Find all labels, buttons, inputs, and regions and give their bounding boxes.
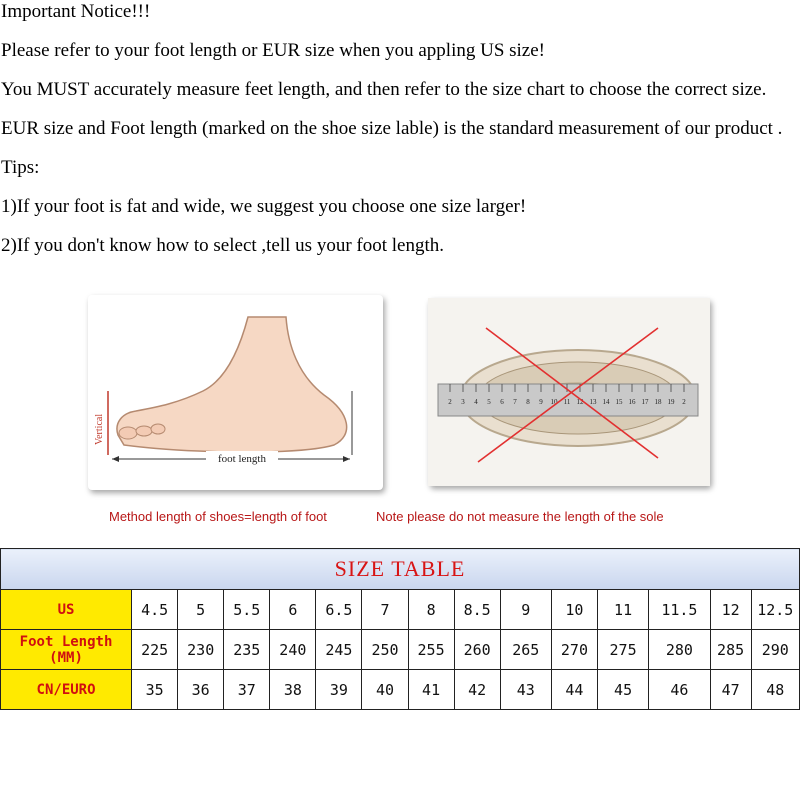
ruler-tick-label: 6 xyxy=(500,398,504,406)
ruler-tick-label: 3 xyxy=(461,398,465,406)
size-cell: 260 xyxy=(454,630,500,670)
row-label xyxy=(1,670,132,710)
size-cell: 240 xyxy=(270,630,316,670)
size-table-grid xyxy=(0,548,800,710)
caption-note: Note please do not measure the length of the sole xyxy=(376,509,664,524)
table-row-us xyxy=(1,590,800,630)
size-cell: 290 xyxy=(751,630,799,670)
size-cell: 47 xyxy=(710,670,751,710)
row-label-unit: (MM) xyxy=(49,649,83,666)
notice-line-3: EUR size and Foot length (marked on the shoe size lable) is the standard measurement of our product . xyxy=(1,118,783,139)
ruler-tick-label: 14 xyxy=(602,398,610,406)
ruler-tick-label: 19 xyxy=(667,398,675,406)
row-label-text: CN/EURO xyxy=(36,681,96,698)
size-cell: 285 xyxy=(710,630,751,670)
size-cell: 11 xyxy=(597,590,648,630)
size-cell: 250 xyxy=(362,630,408,670)
size-cell: 35 xyxy=(132,670,178,710)
size-cell: 270 xyxy=(551,630,597,670)
size-cell: 41 xyxy=(408,670,454,710)
ruler-tick-label: 16 xyxy=(628,398,636,406)
ruler-tick-label: 10 xyxy=(550,398,558,406)
size-cell: 10 xyxy=(551,590,597,630)
size-cell: 5 xyxy=(178,590,224,630)
size-cell: 8 xyxy=(408,590,454,630)
size-cell: 48 xyxy=(751,670,799,710)
size-cell: 38 xyxy=(270,670,316,710)
size-cell: 43 xyxy=(500,670,551,710)
size-cell: 230 xyxy=(178,630,224,670)
size-cell: 9 xyxy=(500,590,551,630)
size-cell: 245 xyxy=(316,630,362,670)
size-cell: 36 xyxy=(178,670,224,710)
notice-line-1: Please refer to your foot length or EUR size when you appling US size! xyxy=(1,40,546,61)
size-cell: 39 xyxy=(316,670,362,710)
size-cell: 5.5 xyxy=(224,590,270,630)
vertical-label: Vertical xyxy=(94,413,105,445)
ruler-tick-label: 11 xyxy=(563,398,571,406)
size-table-title: SIZE TABLE xyxy=(1,549,800,590)
size-cell: 235 xyxy=(224,630,270,670)
ruler-tick-label: 2 xyxy=(448,398,452,406)
foot-length-label: foot length xyxy=(218,453,266,465)
row-label-text: Foot Length xyxy=(19,633,113,650)
row-label xyxy=(1,590,132,630)
size-cell: 4.5 xyxy=(132,590,178,630)
tips-heading: Tips: xyxy=(1,157,40,178)
ruler-tick-label: 17 xyxy=(641,398,649,406)
size-cell: 7 xyxy=(362,590,408,630)
ruler-tick-label: 2 xyxy=(682,398,686,406)
size-cell: 12.5 xyxy=(751,590,799,630)
tip-1: 1)If your foot is fat and wide, we suggest you choose one size larger! xyxy=(1,196,527,217)
size-cell: 40 xyxy=(362,670,408,710)
foot-measure-illustration xyxy=(88,295,383,490)
ruler-tick-label: 18 xyxy=(654,398,662,406)
size-cell: 6.5 xyxy=(316,590,362,630)
row-label-text: US xyxy=(57,601,75,618)
size-cell: 255 xyxy=(408,630,454,670)
size-table xyxy=(0,548,800,708)
notice-heading: Important Notice!!! xyxy=(1,1,151,22)
size-cell: 275 xyxy=(597,630,648,670)
size-cell: 265 xyxy=(500,630,551,670)
notice-line-2: You MUST accurately measure feet length, and then refer to the size chart to choose the correct size. xyxy=(1,79,767,100)
size-cell: 11.5 xyxy=(649,590,710,630)
ruler-tick-label: 12 xyxy=(576,398,584,406)
sole-drawing xyxy=(428,298,710,486)
ruler-tick-label: 4 xyxy=(474,398,478,406)
table-row-foot-length xyxy=(1,630,800,670)
table-row-cn-euro xyxy=(1,670,800,710)
size-cell: 45 xyxy=(597,670,648,710)
ruler-tick-label: 13 xyxy=(589,398,597,406)
foot-drawing xyxy=(88,295,383,490)
ruler-tick-label: 15 xyxy=(615,398,623,406)
size-cell: 12 xyxy=(710,590,751,630)
ruler-tick-label: 8 xyxy=(526,398,530,406)
size-cell: 42 xyxy=(454,670,500,710)
size-cell: 46 xyxy=(649,670,710,710)
ruler-tick-label: 5 xyxy=(487,398,491,406)
size-cell: 280 xyxy=(649,630,710,670)
size-cell: 44 xyxy=(551,670,597,710)
caption-method: Method length of shoes=length of foot xyxy=(109,509,327,524)
size-cell: 225 xyxy=(132,630,178,670)
size-cell: 6 xyxy=(270,590,316,630)
ruler-tick-label: 7 xyxy=(513,398,517,406)
sole-measure-illustration xyxy=(428,298,710,486)
tip-2: 2)If you don't know how to select ,tell us your foot length. xyxy=(1,235,444,256)
row-label xyxy=(1,630,132,670)
ruler-tick-label: 9 xyxy=(539,398,543,406)
size-cell: 37 xyxy=(224,670,270,710)
size-cell: 8.5 xyxy=(454,590,500,630)
notice-text xyxy=(1,0,799,273)
